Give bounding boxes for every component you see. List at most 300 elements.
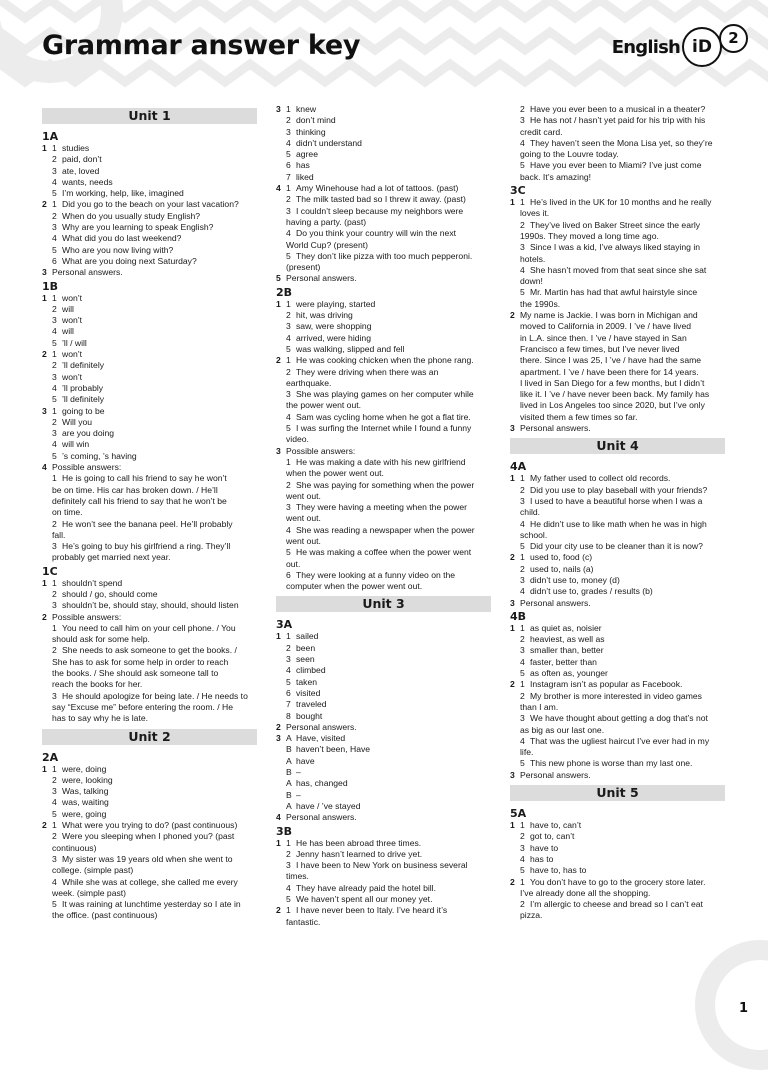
answer-text: He was cooking chicken when the phone rang. [296,355,474,366]
answer-line [42,222,257,233]
answer-text: Have you ever been to a musical in a theater? [530,104,706,114]
answer-line [276,115,491,126]
answer-line [510,104,725,115]
answer-line [510,310,725,321]
item-number: 4 [286,524,291,535]
exercise-number: 3 [276,445,281,456]
answer-line [276,711,491,722]
answer-line [510,220,725,231]
answer-text: should ask for some help. [52,634,150,645]
item-number: A [286,778,292,789]
answer-text: the books. / She should ask someone tall to [52,668,219,679]
answer-text: agree [296,149,318,160]
item-number: 1 [520,197,525,208]
exercise-number: 1 [510,622,515,633]
answer-line [276,905,491,916]
answer-line [276,547,491,558]
answer-line [276,104,491,115]
section-heading: 3C [510,184,526,198]
answer-line [276,778,491,789]
item-number: 5 [520,541,525,552]
answer-text: She was playing games on her computer while [296,389,474,400]
exercise-number: 2 [276,721,281,732]
item-number: 5 [286,250,291,261]
answer-line [42,578,257,589]
answer-line [42,154,257,165]
answer-line [510,127,725,138]
answer-line [510,299,725,310]
answer-line [510,691,725,702]
exercise-number: 1 [42,292,47,303]
item-number: 1 [286,104,291,114]
answer-line [510,321,725,332]
logo-level-badge: 2 [719,24,748,53]
answer-text: He won’t see the banana peel. He’ll probably [62,518,233,529]
answer-text: hotels. [520,253,546,264]
answer-text: haven’t been, Have [296,744,371,755]
item-number: 4 [520,137,525,148]
answer-text: were, looking [62,774,113,785]
answer-text: were, going [62,808,107,819]
answer-line [276,299,491,310]
exercise-number: 1 [42,763,47,774]
answer-text: paid, don’t [62,154,102,165]
answer-line [510,423,725,434]
item-number: B [286,789,292,800]
item-number: 1 [52,292,57,303]
answer-text: I’ve already done all the shopping. [520,887,651,898]
answer-text: shouldn’t spend [62,577,123,588]
item-number: 1 [286,456,291,467]
item-number: 8 [286,710,291,721]
answer-line [276,790,491,801]
item-number: 7 [286,699,291,710]
answer-line [510,485,725,496]
answer-text: school. [520,529,548,540]
item-number: 1 [520,820,525,831]
answer-line [276,559,491,570]
item-number: 3 [520,842,525,853]
item-number: 2 [520,690,525,701]
answer-line [510,138,725,149]
answer-text: They were driving when there was an [296,366,439,377]
item-number: 4 [52,382,57,393]
item-number: 3 [520,115,525,126]
unit-heading: Unit 5 [510,785,725,801]
answer-line [42,843,257,854]
answer-line [42,293,257,304]
answer-line [276,480,491,491]
unit-heading: Unit 3 [276,596,491,612]
item-number: 3 [520,574,525,585]
item-number: 6 [286,687,291,698]
item-number: 4 [286,228,291,239]
item-number: 2 [52,518,57,529]
answer-text: They were looking at a funny video on the [296,569,456,580]
answer-line [276,389,491,400]
answer-text: seen [296,654,315,665]
answer-text: We haven’t spent all our money yet. [296,894,433,904]
item-number: 1 [52,143,57,153]
answer-line [42,143,257,154]
answer-text: She has to ask for some help in order to reach [52,656,229,667]
answer-text: have / ’ve stayed [296,800,361,811]
answer-text: He was making a coffee when the power went [296,547,472,558]
item-number: 2 [520,899,525,910]
answer-text: week. (simple past) [52,887,127,898]
answer-text: apartment. I ’ve / have been there for 14 years. [520,366,699,377]
answer-line [510,623,725,634]
item-number: 1 [286,631,291,642]
answer-line [276,423,491,434]
exercise-number: 4 [276,183,281,194]
answer-text: ’ll / will [62,337,87,348]
answer-line [42,541,257,552]
answer-line [276,838,491,849]
answer-text: as often as, younger [530,668,608,679]
answer-text: Did your city use to be cleaner than it is now? [530,541,703,552]
item-number: 4 [52,797,57,808]
item-number: 3 [52,690,57,701]
exercise-number: 1 [42,577,47,588]
answer-text: as quiet as, noisier [530,622,602,633]
section-heading: 2B [276,285,293,299]
answer-line [510,910,725,921]
answer-line [510,172,725,183]
item-number: 4 [520,264,525,275]
answer-line [42,865,257,876]
answer-text: I was surfing the Internet while I found a funny [296,423,472,434]
answer-line [510,519,725,530]
item-number: 3 [520,713,525,724]
answer-line [510,208,725,219]
answer-text: What are you doing next Saturday? [62,255,197,266]
item-number: 3 [286,321,291,332]
answer-line [510,564,725,575]
answer-line [276,733,491,744]
answer-text: My sister was 19 years old when she went to [62,853,233,864]
answer-line [276,457,491,468]
answer-text: While she was at college, she called me every [62,876,238,887]
exercise-number: 2 [42,820,47,831]
answer-line [510,197,725,208]
answer-line [510,412,725,423]
item-number: 1 [52,349,57,360]
answer-line [510,254,725,265]
item-number: 1 [286,355,291,366]
item-number: 2 [286,642,291,653]
item-number: 3 [52,600,57,611]
answer-line [276,367,491,378]
section-heading: 3A [276,618,293,632]
section-heading: 1A [42,130,59,143]
answer-text: World Cup? (present) [286,239,368,250]
item-number: 5 [286,343,291,354]
answer-text: has, changed [296,778,348,789]
answer-text: will [62,303,74,314]
answer-line [42,256,257,267]
answer-text: visited [296,687,321,698]
answer-line [42,485,257,496]
answer-text: went out. [286,513,321,524]
answer-text: They were having a meeting when the power [296,502,468,513]
item-number: A [286,733,292,744]
logo-id-text: iD [692,37,712,57]
answer-line [510,843,725,854]
exercise-number: 1 [510,820,515,831]
answer-text: won’t [62,349,83,360]
answer-line [510,713,725,724]
answer-line [510,115,725,126]
answer-text: definitely call his friend to say that he won’t be [52,495,227,506]
section-heading: 5A [510,807,527,821]
answer-text: ’s coming, ’s having [62,450,137,461]
answer-text: ate, loved [62,165,100,176]
answer-text: are you doing [62,428,115,439]
exercise-number: 1 [510,473,515,484]
answer-line [276,172,491,183]
answer-text: reach the books for her. [52,679,143,690]
answer-line [276,883,491,894]
answer-line [510,344,725,355]
answer-text: – [296,767,301,778]
item-number: 1 [520,622,525,633]
item-number: 4 [286,137,291,148]
answer-text: the office. (past continuous) [52,910,158,921]
answer-text: than I am. [520,701,559,712]
answer-line [510,865,725,876]
item-number: 2 [286,115,291,126]
unit-heading: Unit 4 [510,438,725,454]
answer-text: lived in Los Angeles too since 2020, but I’ve only [520,400,705,411]
answer-text: pizza. [520,910,543,921]
answer-text: You need to call him on your cell phone. / You [62,622,236,633]
answer-text: saw, were shopping [296,321,372,332]
answer-text: wants, needs [62,176,113,187]
answer-line [42,166,257,177]
item-number: 2 [52,774,57,785]
answer-text: don’t mind [296,115,336,126]
exercise-number: 3 [42,405,47,416]
answer-line [42,417,257,428]
item-number: 5 [52,450,57,461]
answer-text: ’ll probably [62,382,104,393]
item-number: 3 [52,165,57,176]
answer-text: like it. I ’ve / have never been back. My family has [520,389,710,400]
answer-text: be on time. His car has broken down. / He’ll [52,484,218,495]
answer-text: He has not / hasn’t yet paid for his trip with his [530,115,706,126]
item-number: 5 [286,547,291,558]
answer-line [276,127,491,138]
answer-text: didn’t use to, grades / results (b) [530,586,653,597]
answer-line [510,888,725,899]
answer-text: have to [530,842,559,853]
answer-line [42,304,257,315]
answer-line [42,315,257,326]
answer-line [42,462,257,473]
answer-line [276,217,491,228]
answer-text: smaller than, better [530,645,604,656]
answer-line [510,645,725,656]
answer-line [42,406,257,417]
answer-text: We have thought about getting a dog that’s not [530,713,708,724]
exercise-number: 2 [42,611,47,622]
answer-text: fantastic. [286,916,321,927]
section-heading: 1B [42,279,59,293]
answer-line [42,372,257,383]
exercise-number: 1 [510,197,515,208]
item-number: 1 [52,622,57,633]
answer-line [42,199,257,210]
answer-line [42,888,257,899]
answer-text: will win [62,439,90,450]
answer-text: Possible answers: [286,445,356,456]
answer-text: She needs to ask someone to get the books. / [62,645,237,656]
answer-text: Instagram isn’t as popular as Facebook. [530,679,683,690]
answer-line [42,645,257,656]
answer-text: ’ll definitely [62,394,105,405]
item-number: 1 [52,199,57,210]
answer-text: When do you usually study English? [62,210,201,221]
answer-text: in L.A. since then. I ’ve / have stayed in San [520,332,687,343]
answer-line [276,917,491,928]
answer-line [42,552,257,563]
answer-text: Mr. Martin has had that awful hairstyle since [530,287,698,298]
exercise-number: 3 [42,267,47,278]
item-number: 4 [520,656,525,667]
answer-text: He is going to call his friend to say he won’t [62,473,227,484]
item-number: 4 [52,876,57,887]
answer-line [510,552,725,563]
answer-text: sailed [296,631,319,642]
item-number: 4 [286,411,291,422]
exercise-number: 3 [510,423,515,434]
item-number: 2 [286,194,291,205]
answer-line [510,736,725,747]
answer-line [42,702,257,713]
answer-text: Personal answers. [286,812,357,823]
answer-text: Since I was a kid, I’ve always liked staying in [530,242,701,253]
answer-line [510,378,725,389]
item-number: 3 [52,541,57,552]
answer-line [276,149,491,160]
answer-text: faster, better than [530,656,597,667]
answer-text: My father used to collect old records. [530,473,671,484]
answer-line [510,333,725,344]
answer-line [42,623,257,634]
exercise-number: 4 [276,812,281,823]
item-number: 4 [286,665,291,676]
answer-line [42,854,257,865]
answer-line [276,525,491,536]
answer-text: My brother is more interested in video games [530,690,702,701]
item-number: 1 [520,473,525,484]
item-number: 3 [52,853,57,864]
answer-text: I have been to New York on business several [296,860,468,871]
answer-line [42,233,257,244]
item-number: 3 [286,502,291,513]
item-number: 2 [520,831,525,842]
answer-text: were, doing [62,763,107,774]
answer-line [510,541,725,552]
answer-line [42,496,257,507]
item-number: 2 [286,479,291,490]
answer-text: life. [520,747,534,758]
answer-text: earthquake. [286,377,332,388]
item-number: 2 [52,645,57,656]
answer-line [510,877,725,888]
answer-text: were playing, started [296,298,376,309]
answer-line [510,367,725,378]
answer-line [42,394,257,405]
answer-text: The milk tasted bad so I threw it away. (past) [296,194,466,205]
answer-text: Do you think your country will win the next [296,228,457,239]
answer-text: He was making a date with his new girlfriend [296,456,466,467]
answer-text: heaviest, as well as [530,634,605,645]
logo-id-circle [682,27,722,67]
circle-decoration-bottom [690,935,768,1075]
item-number: 1 [286,905,291,916]
answer-text: He has been abroad three times. [296,837,422,848]
answer-line [42,188,257,199]
answer-line [276,206,491,217]
answer-text: This new phone is worse than my last one. [530,758,693,769]
answer-text: Will you [62,416,93,427]
answer-text: Personal answers. [520,597,591,608]
answer-text: have to, has to [530,865,587,876]
answer-line [510,854,725,865]
answer-line [510,668,725,679]
answer-text: Amy Winehouse had a lot of tattoos. (past) [296,183,459,194]
item-number: 2 [52,588,57,599]
answer-line [276,744,491,755]
exercise-number: 2 [510,876,515,887]
answer-line [276,581,491,592]
answer-text: I lived in San Diego for a few months, but I didn’t [520,377,705,388]
item-number: 3 [286,389,291,400]
answer-text: She hasn’t moved from that seat since she sat [530,264,707,275]
logo-text: English [611,36,680,58]
answer-text: have to, can’t [530,820,582,831]
answer-line [276,344,491,355]
answer-text: liked [296,171,314,182]
item-number: 2 [520,219,525,230]
answer-line [42,600,257,611]
item-number: 3 [520,242,525,253]
item-number: 2 [52,831,57,842]
answer-text: Sam was cycling home when he got a flat tire. [296,411,471,422]
answer-text: 1990s. They moved a long time ago. [520,230,659,241]
answer-line [276,570,491,581]
answer-text: ’ll definitely [62,360,105,371]
answer-text: I used to have a beautiful horse when I was a [530,495,703,506]
answer-line [510,496,725,507]
answer-text: bought [296,710,323,721]
answer-line [42,530,257,541]
answer-line [276,321,491,332]
item-number: 4 [52,176,57,187]
answer-text: used to, nails (a) [530,563,594,574]
item-number: 1 [520,679,525,690]
answer-text: the 1990s. [520,298,561,309]
answer-line [42,831,257,842]
answer-text: Did you use to play baseball with your friends? [530,484,708,495]
answer-text: What did you do last weekend? [62,233,182,244]
exercise-number: 3 [276,104,281,114]
answer-text: She was reading a newspaper when the power [296,524,475,535]
answer-line [276,262,491,273]
answer-text: going to the Louvre today. [520,149,619,160]
